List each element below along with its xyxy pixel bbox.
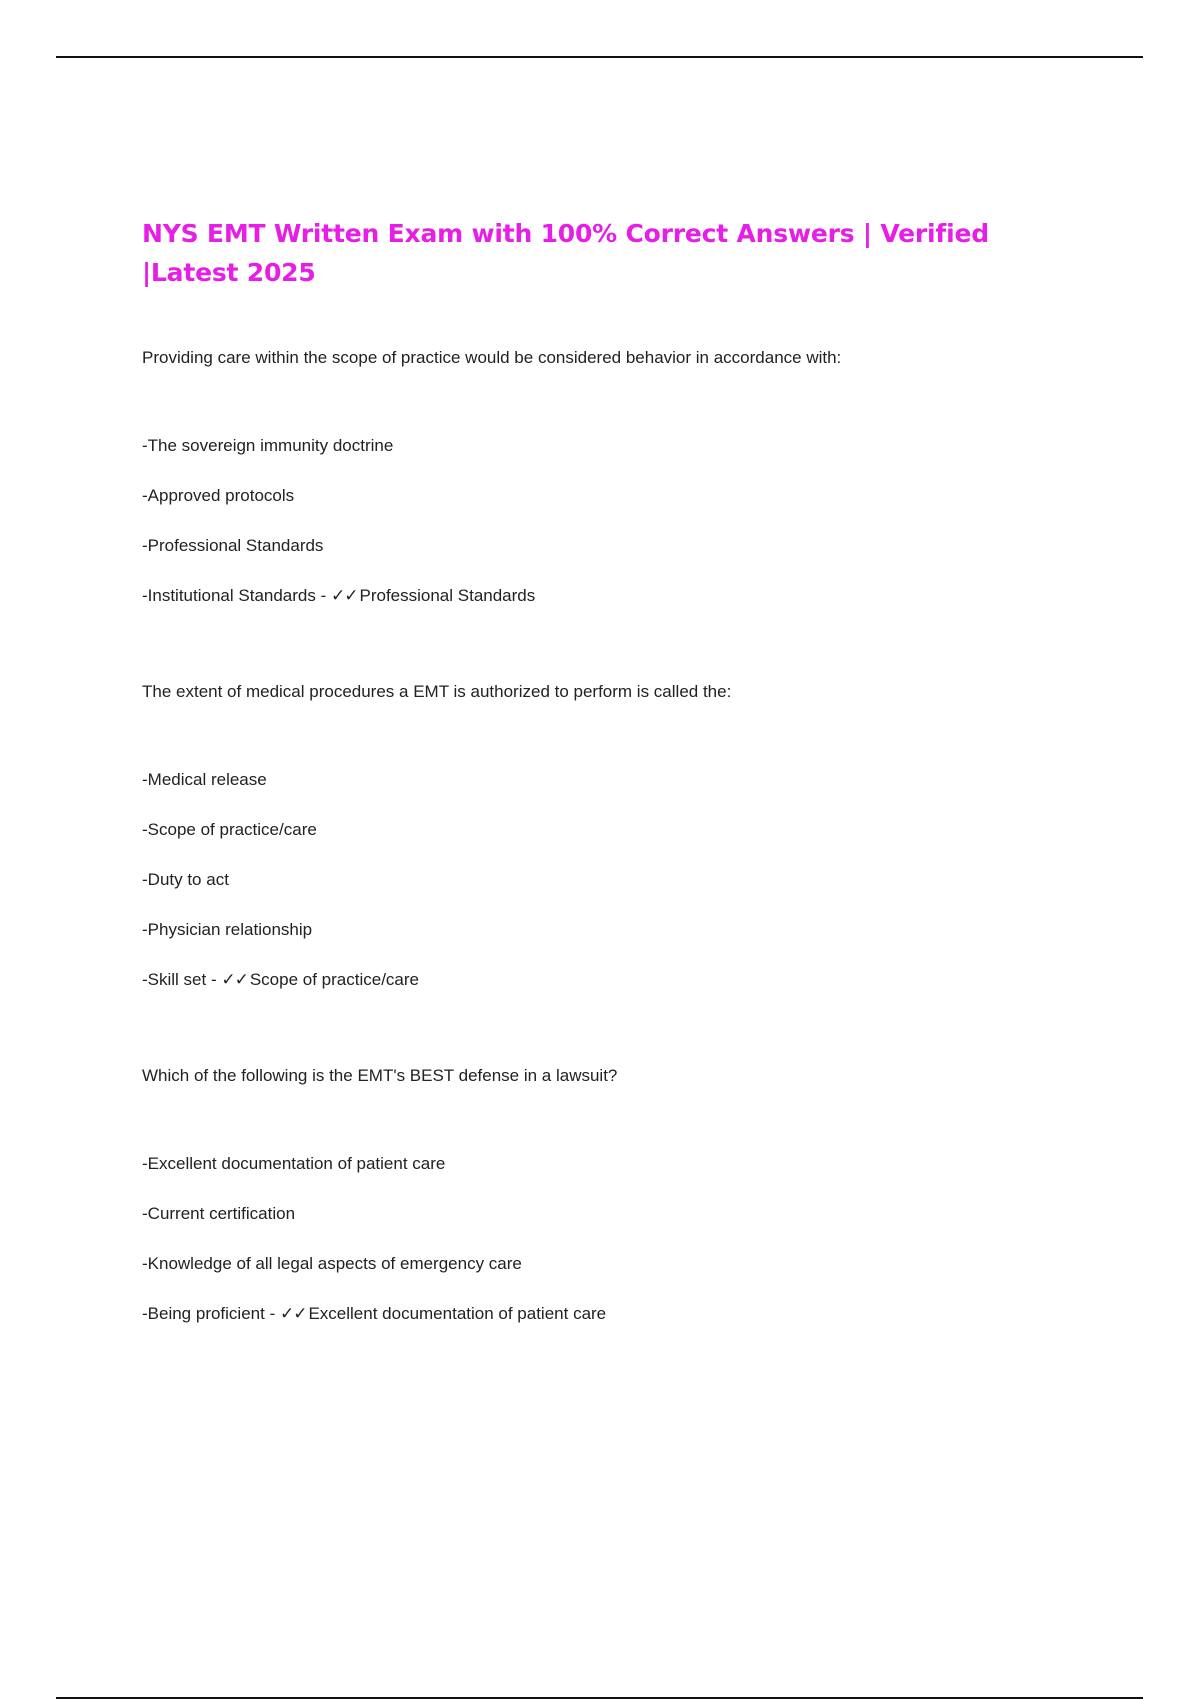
question-block [142, 680, 1072, 992]
option-list [142, 704, 1072, 992]
question-text: Providing care within the scope of practice would be considered behavior in accordance with: [142, 348, 842, 367]
question-text: The extent of medical procedures a EMT is authorized to perform is called the: [142, 682, 732, 701]
option-item-with-answer [142, 584, 1072, 608]
option-item-with-answer [142, 968, 1072, 992]
option-item: -The sovereign immunity doctrine [142, 436, 394, 455]
question-text: Which of the following is the EMT's BEST defense in a lawsuit? [142, 1066, 618, 1085]
double-check-icon: ✓✓ [279, 1304, 307, 1323]
option-item: -Medical release [142, 770, 267, 789]
bottom-rule [56, 1697, 1143, 1699]
option-item-with-answer [142, 1302, 1072, 1326]
answer-text: Excellent documentation of patient care [308, 1304, 607, 1323]
option-text: -Being proficient - [142, 1304, 280, 1323]
double-check-icon: ✓✓ [221, 970, 248, 989]
option-item: -Scope of practice/care [142, 820, 317, 839]
question-block [142, 346, 1072, 608]
double-check-icon: ✓✓ [330, 586, 358, 605]
document-body [142, 214, 1072, 1326]
option-item: -Knowledge of all legal aspects of emergency care [142, 1254, 522, 1273]
option-item: -Duty to act [142, 870, 229, 889]
option-text: -Institutional Standards - [142, 586, 331, 605]
option-item: -Approved protocols [142, 486, 295, 505]
question-block [142, 1064, 1072, 1326]
option-text: -Skill set - [142, 970, 222, 989]
option-list [142, 1088, 1072, 1326]
top-rule [56, 56, 1143, 58]
document-title: NYS EMT Written Exam with 100% Correct Answers | Verified |Latest 2025 [142, 219, 989, 287]
answer-text: Scope of practice/care [249, 970, 419, 989]
option-item: -Professional Standards [142, 536, 324, 555]
option-item: -Physician relationship [142, 920, 313, 939]
option-list [142, 370, 1072, 608]
option-item: -Current certification [142, 1204, 296, 1223]
answer-text: Professional Standards [359, 586, 536, 605]
option-item: -Excellent documentation of patient care [142, 1154, 446, 1173]
